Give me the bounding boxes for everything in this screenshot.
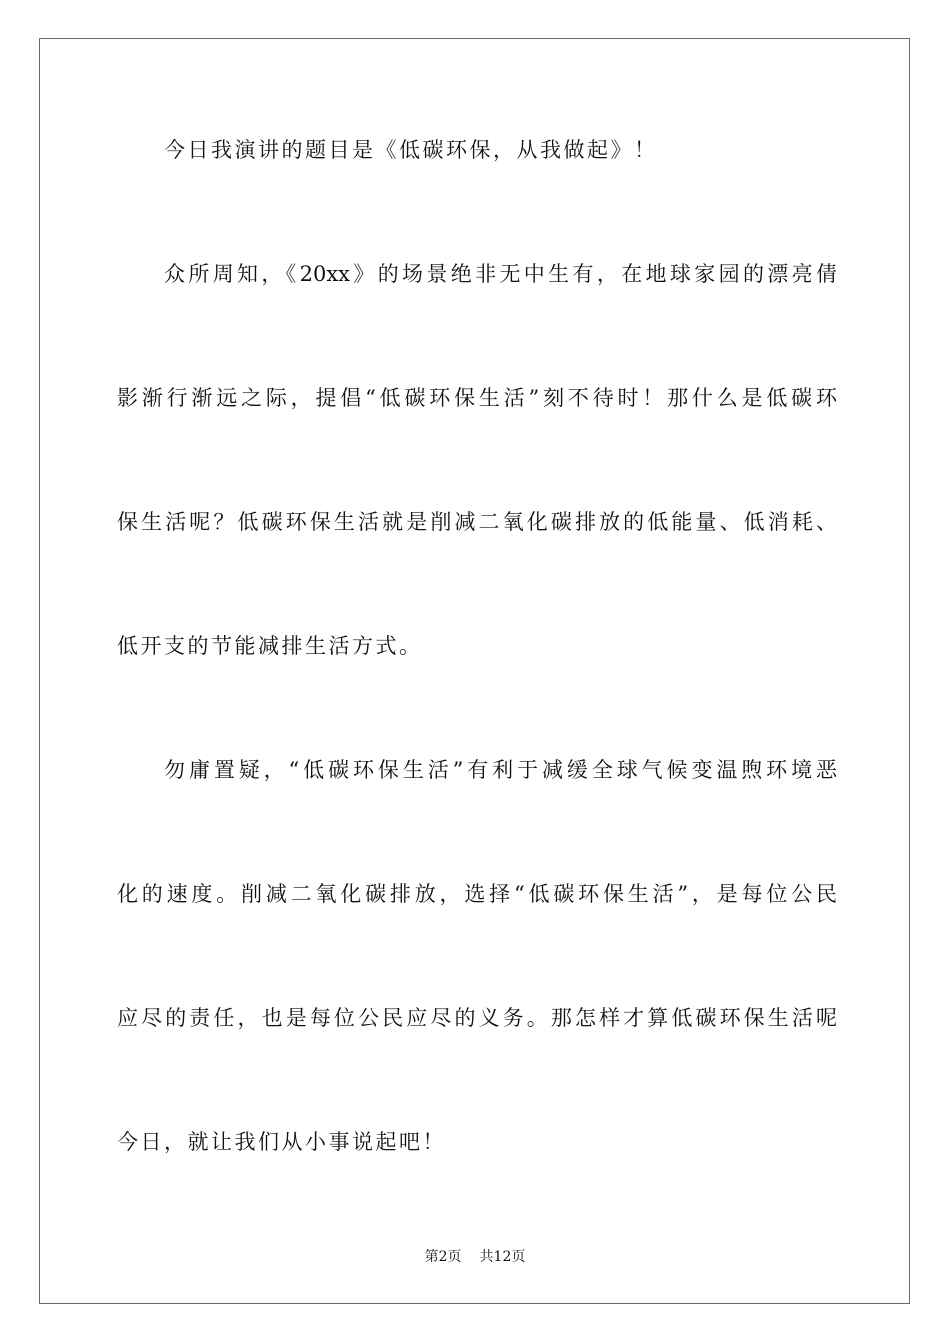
paragraph-line: 化的速度。削减二氧化碳排放，选择“低碳环保生活”，是每位公民 xyxy=(117,882,837,906)
paragraph-line: 应尽的责任，也是每位公民应尽的义务。那怎样才算低碳环保生活呢 xyxy=(117,1006,837,1030)
paragraph-line: 低开支的节能减排生活方式。 xyxy=(117,634,423,658)
paragraph-line: 众所周知，《20xx》的场景绝非无中生有，在地球家园的漂亮倩 xyxy=(164,262,837,286)
page-number: 第2页 xyxy=(424,1249,462,1265)
paragraph-line: 今日我演讲的题目是《低碳环保，从我做起》！ xyxy=(164,138,658,162)
paragraph-line: 保生活呢？低碳环保生活就是削减二氧化碳排放的低能量、低消耗、 xyxy=(117,510,837,534)
page-total: 共12页 xyxy=(479,1249,526,1265)
page-footer xyxy=(0,1248,950,1266)
paragraph-line: 勿庸置疑，“低碳环保生活”有利于减缓全球气候变温煦环境恶 xyxy=(164,758,837,782)
paragraph-line: 影渐行渐远之际，提倡“低碳环保生活”刻不待时！那什么是低碳环 xyxy=(117,386,837,410)
page-frame xyxy=(39,38,910,1304)
paragraph-line: 今日，就让我们从小事说起吧！ xyxy=(117,1130,446,1154)
